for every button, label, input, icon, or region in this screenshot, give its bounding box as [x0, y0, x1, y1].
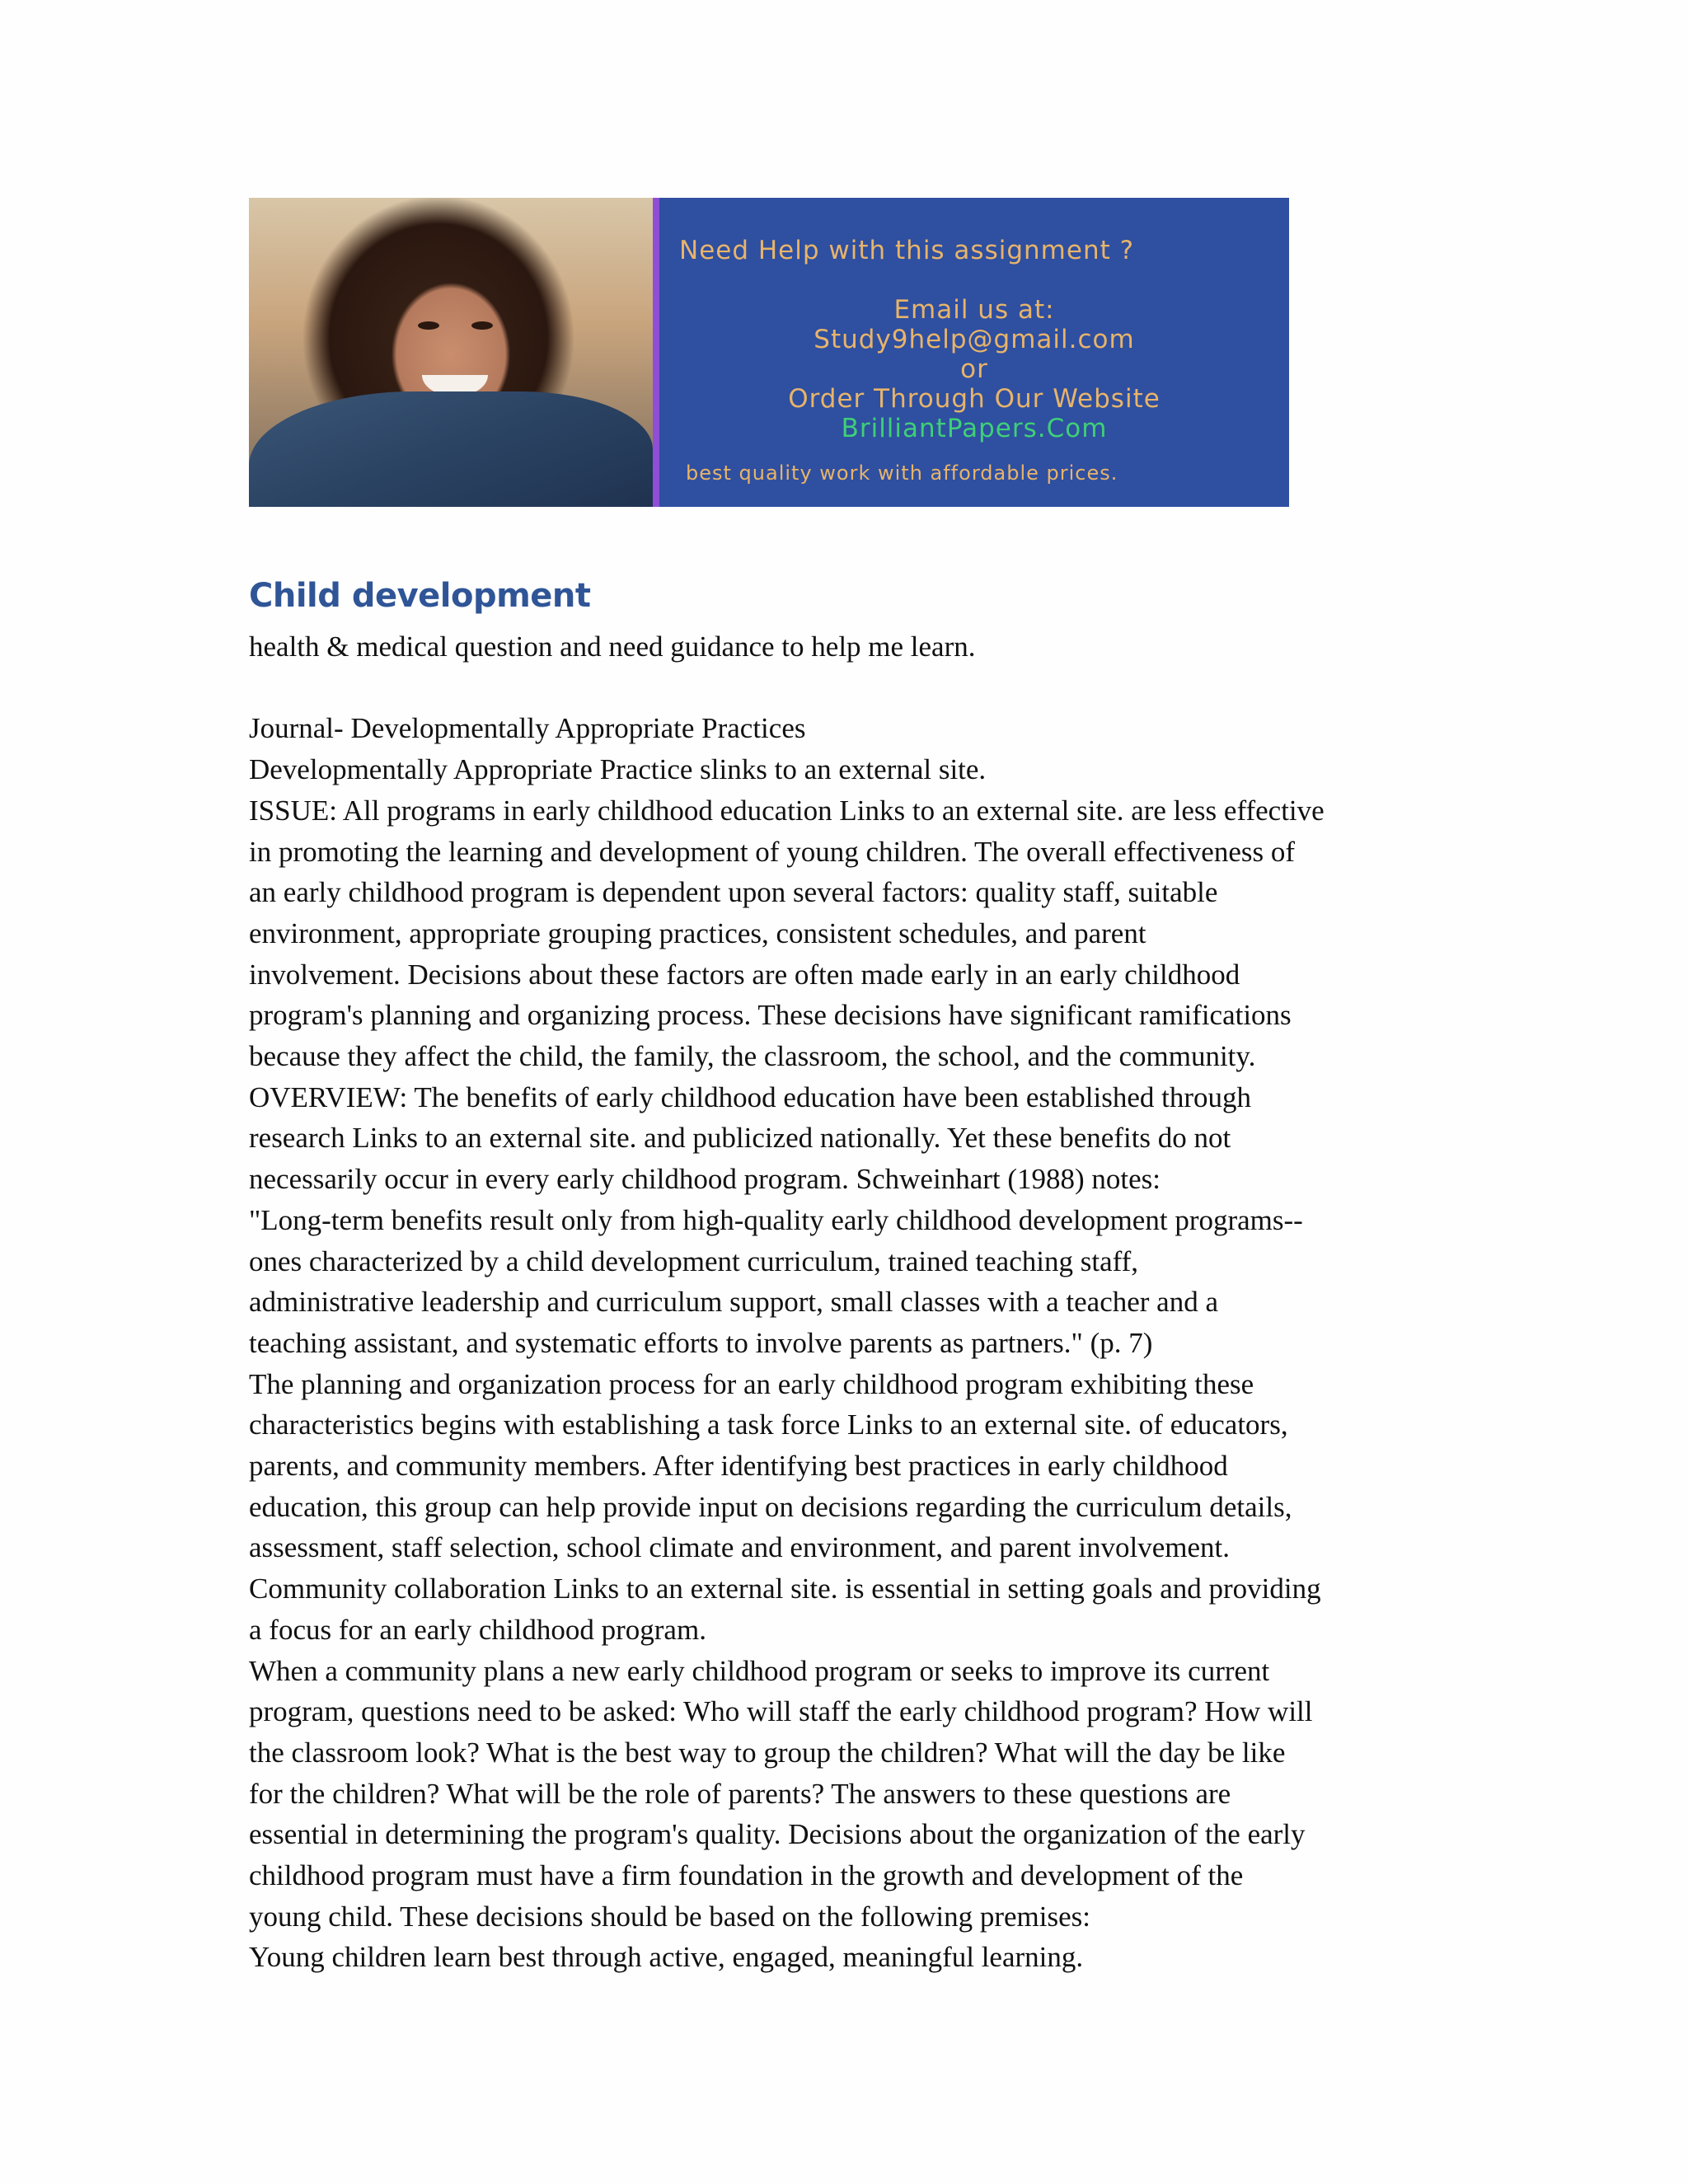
document-title: Child development: [249, 577, 591, 615]
document-body: [249, 626, 1452, 1978]
body-line: parents, and community members. After identifying best practices in early childhood: [249, 1450, 1228, 1483]
photo-eye-right: [471, 321, 493, 330]
body-line: necessarily occur in every early childhood program. Schweinhart (1988) notes:: [249, 1163, 1161, 1196]
photo-eye-left: [418, 321, 439, 330]
body-line: "Long-term benefits result only from high-quality early childhood development programs--: [249, 1203, 1303, 1236]
body-line: an early childhood program is dependent upon several factors: quality staff, suitable: [249, 876, 1218, 909]
body-line: Young children learn best through active, engaged, meaningful learning.: [249, 1941, 1084, 1974]
banner-text-panel: [659, 198, 1289, 507]
body-line: for the children? What will be the role of parents? The answers to these questions are: [249, 1777, 1231, 1810]
body-line: Community collaboration Links to an external site. is essential in setting goals and providing: [249, 1572, 1321, 1605]
body-line: a focus for an early childhood program.: [249, 1613, 706, 1646]
body-line: essential in determining the program's quality. Decisions about the organization of the early: [249, 1818, 1306, 1851]
body-line: involvement. Decisions about these factors are often made early in an early childhood: [249, 958, 1240, 991]
body-line: young child. These decisions should be based on the following premises:: [249, 1900, 1090, 1933]
body-line: Developmentally Appropriate Practice slinks to an external site.: [249, 753, 987, 786]
body-line: The planning and organization process for an early childhood program exhibiting these: [249, 1367, 1254, 1400]
body-line: ones characterized by a child development curriculum, trained teaching staff,: [249, 1244, 1139, 1277]
body-line: the classroom look? What is the best way to group the children? What will the day be like: [249, 1736, 1286, 1769]
body-line: research Links to an external site. and publicized nationally. Yet these benefits do not: [249, 1122, 1231, 1155]
advert-banner[interactable]: [249, 198, 1289, 507]
banner-email[interactable]: Study9help@gmail.com: [814, 325, 1135, 354]
body-line: in promoting the learning and development of young children. The overall effectiveness of: [249, 835, 1296, 868]
body-line: OVERVIEW: The benefits of early childhood education have been established through: [249, 1080, 1251, 1113]
body-line: health & medical question and need guidance to help me learn.: [249, 630, 976, 663]
body-line: because they affect the child, the family, the classroom, the school, and the community.: [249, 1040, 1256, 1073]
blank-line: [249, 668, 1452, 709]
body-line: childhood program must have a firm foundation in the growth and development of the: [249, 1859, 1244, 1892]
banner-quality-text: best quality work with affordable prices.: [686, 462, 1118, 485]
body-line: program, questions need to be asked: Who will staff the early childhood program? How will: [249, 1695, 1313, 1728]
banner-help-text: Need Help with this assignment ?: [679, 236, 1135, 265]
body-line: education, this group can help provide input on decisions regarding the curriculum details,: [249, 1490, 1292, 1523]
banner-or: or: [960, 354, 988, 384]
body-line: When a community plans a new early childhood program or seeks to improve its current: [249, 1654, 1270, 1687]
banner-order-text: Order Through Our Website: [788, 384, 1160, 414]
banner-photo: [249, 198, 653, 507]
photo-jacket: [249, 391, 653, 507]
banner-divider: [653, 198, 659, 507]
body-line: ISSUE: All programs in early childhood education Links to an external site. are less effective: [249, 794, 1325, 827]
body-line: administrative leadership and curriculum support, small classes with a teacher and a: [249, 1286, 1219, 1319]
body-line: Journal- Developmentally Appropriate Practices: [249, 712, 806, 745]
banner-email-label: Email us at:: [893, 295, 1055, 325]
banner-website-link[interactable]: BrilliantPapers.Com: [841, 414, 1108, 443]
body-line: characteristics begins with establishing a task force Links to an external site. of educators,: [249, 1408, 1288, 1441]
body-line: program's planning and organizing process. These decisions have significant ramifications: [249, 999, 1292, 1032]
body-line: assessment, staff selection, school climate and environment, and parent involvement.: [249, 1531, 1230, 1564]
body-line: teaching assistant, and systematic efforts to involve parents as partners." (p. 7): [249, 1326, 1153, 1359]
body-line: environment, appropriate grouping practices, consistent schedules, and parent: [249, 916, 1146, 949]
